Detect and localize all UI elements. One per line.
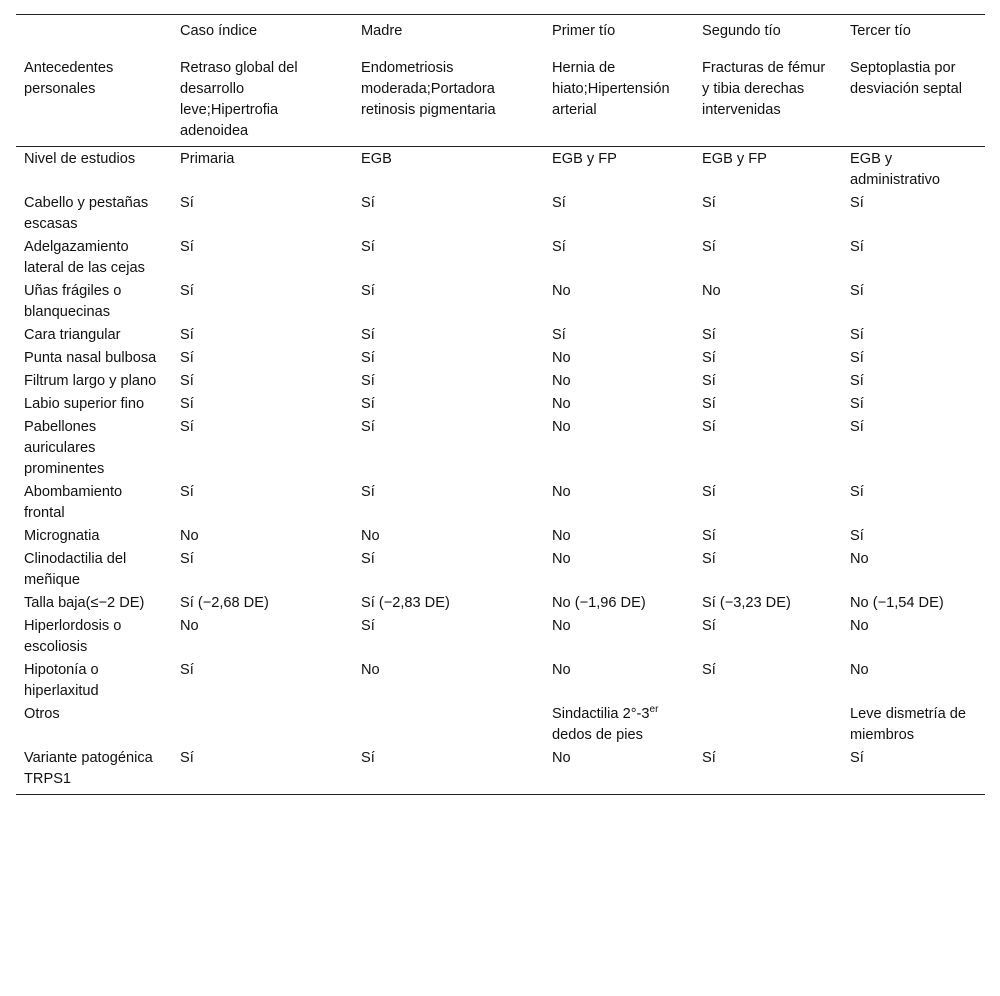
table-row (16, 480, 985, 524)
cell: EGB y FP (552, 151, 617, 167)
header-row (16, 15, 985, 43)
cell: Sí (−2,83 DE) (361, 595, 450, 611)
cell: Leve dismetría de miembros (850, 706, 967, 743)
cell: Sí (850, 239, 864, 255)
cell: No (850, 551, 869, 567)
cell: Sí (361, 419, 375, 435)
cell (694, 702, 842, 746)
col-header-tercer-tio: Tercer tío (842, 15, 985, 43)
cell: Sí (180, 195, 194, 211)
cell: Sí (850, 484, 864, 500)
cell (353, 702, 544, 746)
cell: Sí (702, 528, 716, 544)
cell: No (850, 662, 869, 678)
cell: Sí (842, 746, 985, 795)
table-row (16, 369, 985, 392)
row-label: Hiperlordosis o escoliosis (24, 618, 122, 655)
cell: Sí (850, 373, 864, 389)
row-label: Cabello y pestañas escasas (24, 195, 149, 232)
cell: No (850, 618, 869, 634)
table-row (16, 415, 985, 480)
cell: Sí (850, 419, 864, 435)
cell: No (−1,96 DE) (552, 595, 646, 611)
cell: Sí (702, 350, 716, 366)
col-header-caso-indice: Caso índice (172, 15, 353, 43)
cell: Sí (552, 195, 566, 211)
cell: No (552, 350, 571, 366)
table-row (16, 547, 985, 591)
col-header-segundo-tio: Segundo tío (694, 15, 842, 43)
cell: No (552, 551, 571, 567)
row-label: Filtrum largo y plano (24, 373, 157, 389)
cell: Sí (361, 618, 375, 634)
syndactyly-text: Sindactilia 2°-3 (552, 706, 650, 722)
cell: Sí (702, 551, 716, 567)
cell: Sí (850, 195, 864, 211)
cell: Sí (552, 327, 566, 343)
cell: EGB y administrativo (850, 151, 941, 188)
cell: Sí (850, 283, 864, 299)
cell: No (361, 528, 380, 544)
cell: No (180, 618, 199, 634)
cell-others-syndactyly (544, 702, 694, 746)
cell: Primaria (180, 151, 235, 167)
cell: Sí (180, 484, 194, 500)
cell: Sí (−3,23 DE) (702, 595, 791, 611)
table-row (16, 392, 985, 415)
cell: Sí (180, 350, 194, 366)
table-row (16, 147, 985, 192)
row-label: Pabellones auriculares prominentes (24, 419, 105, 477)
table-row (16, 591, 985, 614)
cell: Sí (180, 396, 194, 412)
cell: No (552, 396, 571, 412)
cell: Sí (−2,68 DE) (180, 595, 269, 611)
syndactyly-tail: dedos de pies (552, 727, 643, 743)
ordinal-superscript: er (649, 704, 659, 716)
cell: Sí (702, 484, 716, 500)
cell: No (702, 283, 721, 299)
cell: Sí (361, 195, 375, 211)
cell: No (552, 419, 571, 435)
table-row (16, 524, 985, 547)
cell: Sí (180, 239, 194, 255)
cell: Septoplastia por desviación septal (842, 42, 985, 147)
cell: Sí (180, 662, 194, 678)
row-label: Punta nasal bulbosa (24, 350, 157, 366)
table-row (16, 702, 985, 746)
cell: Sí (361, 283, 375, 299)
cell: Sí (180, 373, 194, 389)
cell: EGB y FP (702, 151, 767, 167)
cell: Sí (180, 283, 194, 299)
table-row (16, 614, 985, 658)
cell: Sí (702, 396, 716, 412)
cell: Retraso global del desarrollo leve;Hipertrofia adenoidea (172, 42, 353, 147)
cell: Sí (361, 350, 375, 366)
cell: Sí (361, 551, 375, 567)
cell: Sí (361, 373, 375, 389)
cell: Sí (702, 195, 716, 211)
row-label: Variante patogénica TRPS1 (16, 746, 172, 795)
cell: EGB (361, 151, 392, 167)
personal-history-row (16, 42, 985, 147)
row-label: Abombamiento frontal (24, 484, 123, 521)
cell: Sí (702, 662, 716, 678)
row-label: Talla baja(≤−2 DE) (24, 595, 145, 611)
cell: Sí (552, 239, 566, 255)
cell: Sí (361, 396, 375, 412)
cell: No (361, 662, 380, 678)
cell: Sí (702, 327, 716, 343)
cell: Sí (694, 746, 842, 795)
cell: No (552, 484, 571, 500)
cell: Sí (850, 327, 864, 343)
clinical-table (16, 14, 985, 795)
row-label: Otros (24, 706, 60, 722)
row-label: Micrognatia (24, 528, 100, 544)
cell: Endometriosis moderada;Portadora retinosis pigmentaria (353, 42, 544, 147)
cell: No (552, 373, 571, 389)
cell: Sí (702, 373, 716, 389)
cell: Sí (361, 239, 375, 255)
cell: Sí (361, 484, 375, 500)
cell: Sí (180, 327, 194, 343)
cell: Sí (850, 396, 864, 412)
row-label: Labio superior fino (24, 396, 145, 412)
cell: No (552, 662, 571, 678)
cell: No (552, 283, 571, 299)
cell: No (180, 528, 199, 544)
cell: No (−1,54 DE) (850, 595, 944, 611)
cell: Sí (850, 528, 864, 544)
cell: Sí (172, 746, 353, 795)
cell: No (552, 528, 571, 544)
cell: No (544, 746, 694, 795)
row-label: Cara triangular (24, 327, 121, 343)
cell: Sí (702, 618, 716, 634)
cell: Sí (180, 551, 194, 567)
col-header-primer-tio: Primer tío (544, 15, 694, 43)
header-corner (16, 15, 172, 43)
row-label: Hipotonía o hiperlaxitud (24, 662, 99, 699)
row-label: Adelgazamiento lateral de las cejas (24, 239, 145, 276)
row-label: Nivel de estudios (24, 151, 136, 167)
cell (172, 702, 353, 746)
row-label: Uñas frágiles o blanquecinas (24, 283, 122, 320)
table-row (16, 746, 985, 795)
cell: Hernia de hiato;Hipertensión arterial (544, 42, 694, 147)
cell: No (552, 618, 571, 634)
table-row (16, 191, 985, 235)
cell: Sí (180, 419, 194, 435)
col-header-madre: Madre (353, 15, 544, 43)
table-row (16, 235, 985, 279)
row-label: Antecedentes personales (16, 42, 172, 147)
cell: Sí (702, 419, 716, 435)
table-row (16, 279, 985, 323)
cell: Sí (361, 327, 375, 343)
table-row (16, 323, 985, 346)
cell: Sí (353, 746, 544, 795)
cell: Fracturas de fémur y tibia derechas intervenidas (694, 42, 842, 147)
table-row (16, 346, 985, 369)
table-row (16, 658, 985, 702)
cell: Sí (702, 239, 716, 255)
cell: Sí (850, 350, 864, 366)
row-label: Clinodactilia del meñique (24, 551, 127, 588)
